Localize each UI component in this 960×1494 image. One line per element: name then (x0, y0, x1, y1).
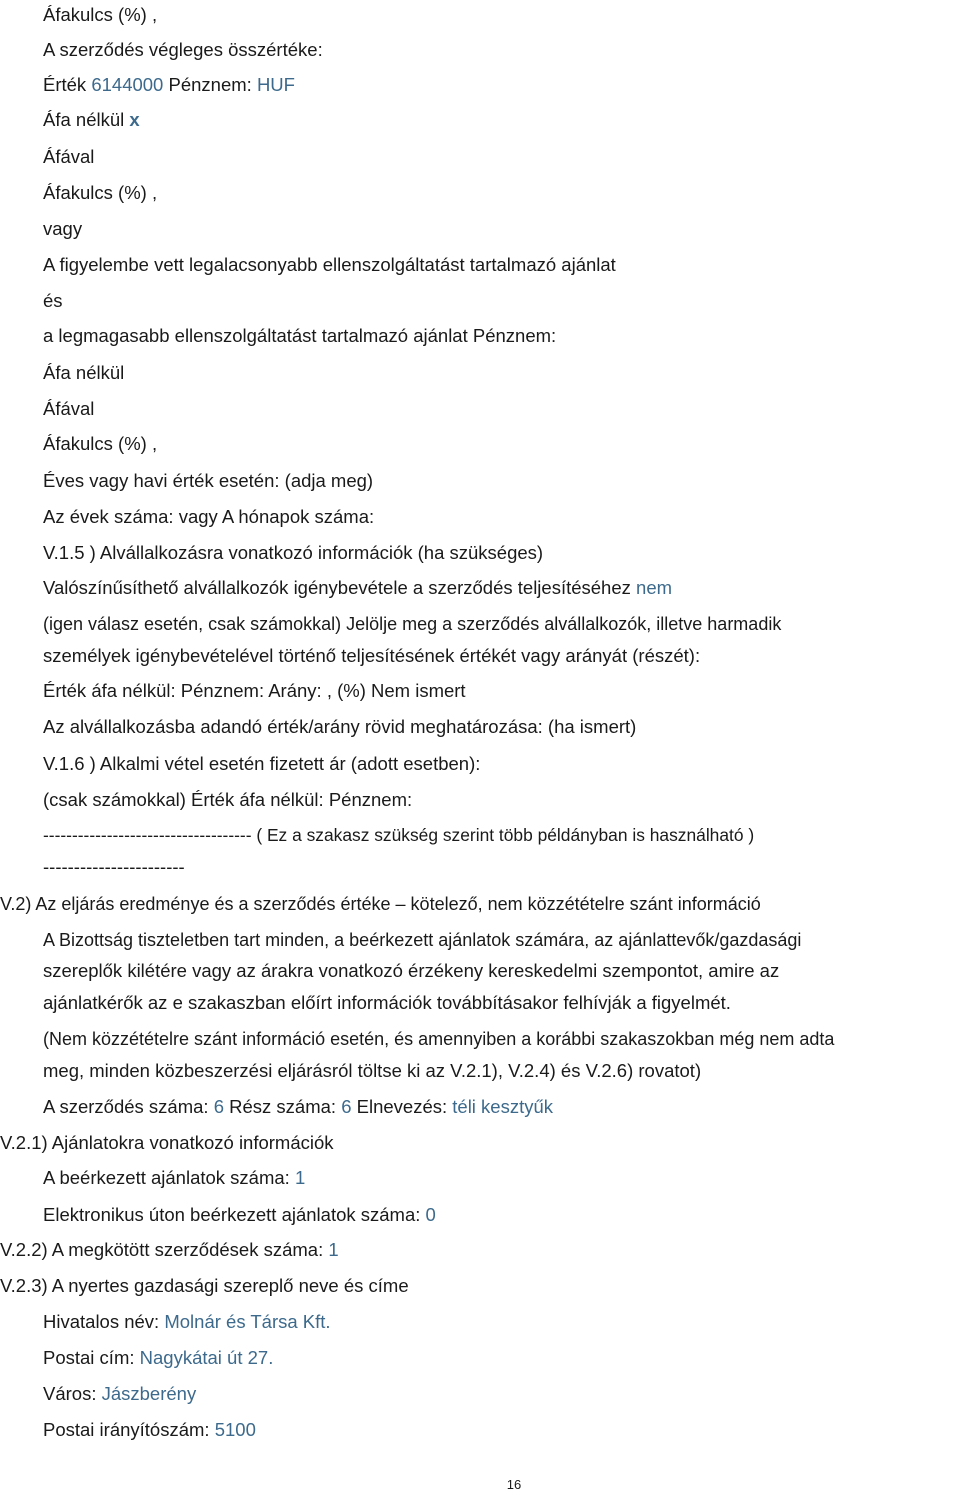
value-field: nem (636, 577, 673, 598)
value-field: HUF (256, 74, 295, 95)
text-line: Valószínűsíthető alvállalkozók igénybevétele a szerződés teljesítéséhez nem (43, 577, 673, 598)
text-line: Érték áfa nélkül: Pénznem: Arány: , (%) Nem ismert (43, 680, 466, 701)
text-line: Áfakulcs (%) , (43, 182, 158, 203)
text-line: Hivatalos név: Molnár és Társa Kft. (43, 1311, 331, 1332)
section-heading: V.2.2) A megkötött szerződések száma: 1 (0, 1239, 339, 1260)
section-heading: V.1.5 ) Alvállalkozásra vonatkozó információk (ha szükséges) (43, 542, 544, 563)
text-line: vagy (43, 218, 83, 239)
text-line: Áfakulcs (%) , (43, 4, 158, 25)
text-line: Áfakulcs (%) , (43, 433, 158, 454)
value-field: téli kesztyűk (452, 1096, 554, 1117)
text-line: A szerződés száma: 6 Rész száma: 6 Elnevezés: téli kesztyűk (43, 1096, 554, 1117)
text-line: személyek igénybevételével történő teljesítésének értékét vagy arányát (részét): (43, 645, 701, 666)
value-field: 1 (328, 1239, 339, 1260)
text-line: Város: Jászberény (43, 1383, 197, 1404)
section-separator: ------------------------------------ ( Ez a szakasz szükség szerint több példányban is használható ) (43, 825, 755, 845)
text-line: Az évek száma: vagy A hónapok száma: (43, 506, 375, 527)
page-number: 16 (506, 1477, 522, 1492)
check-mark: x (129, 109, 140, 130)
text-line: meg, minden közbeszerzési eljárásról töltse ki az V.2.1), V.2.4) és V.2.6) rovatot) (43, 1060, 702, 1081)
value-field: 1 (294, 1167, 306, 1188)
text-line: szereplők kilétére vagy az árakra vonatkozó érzékeny kereskedelmi szempontot, amire az (43, 960, 780, 981)
section-heading: V.2) Az eljárás eredménye és a szerződés értéke – kötelező, nem közzétételre szánt információ (0, 894, 761, 914)
text-line: Postai cím: Nagykátai út 27. (43, 1347, 274, 1368)
text-line: A figyelembe vett legalacsonyabb ellenszolgáltatást tartalmazó ajánlat (43, 254, 616, 275)
section-heading: V.1.6 ) Alkalmi vétel esetén fizetett ár (adott esetben): (43, 753, 481, 774)
value-field: Jászberény (101, 1383, 197, 1404)
value-field: Molnár és Társa Kft. (164, 1311, 331, 1332)
section-heading: V.2.3) A nyertes gazdasági szereplő neve és címe (0, 1275, 409, 1296)
text-line: (csak számokkal) Érték áfa nélkül: Pénznem: (43, 789, 413, 810)
text-line: (Nem közzétételre szánt információ esetén, és amennyiben a korábbi szakaszokban még nem adta (43, 1029, 835, 1049)
value-field: Nagykátai út 27. (139, 1347, 274, 1368)
value-field: 5100 (214, 1419, 256, 1440)
text-line: Áfa nélkül (43, 362, 125, 383)
section-separator: ----------------------- (43, 856, 185, 877)
text-line: és (43, 290, 63, 311)
text-line: A Bizottság tiszteletben tart minden, a beérkezett ajánlatok számára, az ajánlattevők/gazdasági (43, 930, 802, 950)
value-field: 6144000 (91, 74, 164, 95)
value-field: 6 (213, 1096, 224, 1117)
section-heading: V.2.1) Ajánlatokra vonatkozó információk (0, 1132, 334, 1153)
text-line: Az alvállalkozásba adandó érték/arány rövid meghatározása: (ha ismert) (43, 716, 637, 737)
text-line: Érték 6144000 Pénznem: HUF (43, 74, 295, 95)
text-line: A beérkezett ajánlatok száma: 1 (43, 1167, 306, 1188)
value-field: 6 (341, 1096, 352, 1117)
text-line: Áfával (43, 398, 95, 419)
text-line: Áfával (43, 146, 95, 167)
text-line: Áfa nélkül x (43, 109, 140, 130)
value-field: 0 (425, 1204, 436, 1225)
text-line: Éves vagy havi érték esetén: (adja meg) (43, 470, 374, 491)
text-line: a legmagasabb ellenszolgáltatást tartalmazó ajánlat Pénznem: (43, 325, 557, 346)
text-line: (igen válasz esetén, csak számokkal) Jelölje meg a szerződés alvállalkozók, illetve harmadik (43, 614, 782, 634)
text-line: A szerződés végleges összértéke: (43, 39, 323, 60)
text-line: Postai irányítószám: 5100 (43, 1419, 256, 1440)
text-line: Elektronikus úton beérkezett ajánlatok száma: 0 (43, 1204, 436, 1225)
text-line: ajánlatkérők az e szakaszban előírt információk továbbításakor felhívják a figyelmét. (43, 992, 731, 1013)
